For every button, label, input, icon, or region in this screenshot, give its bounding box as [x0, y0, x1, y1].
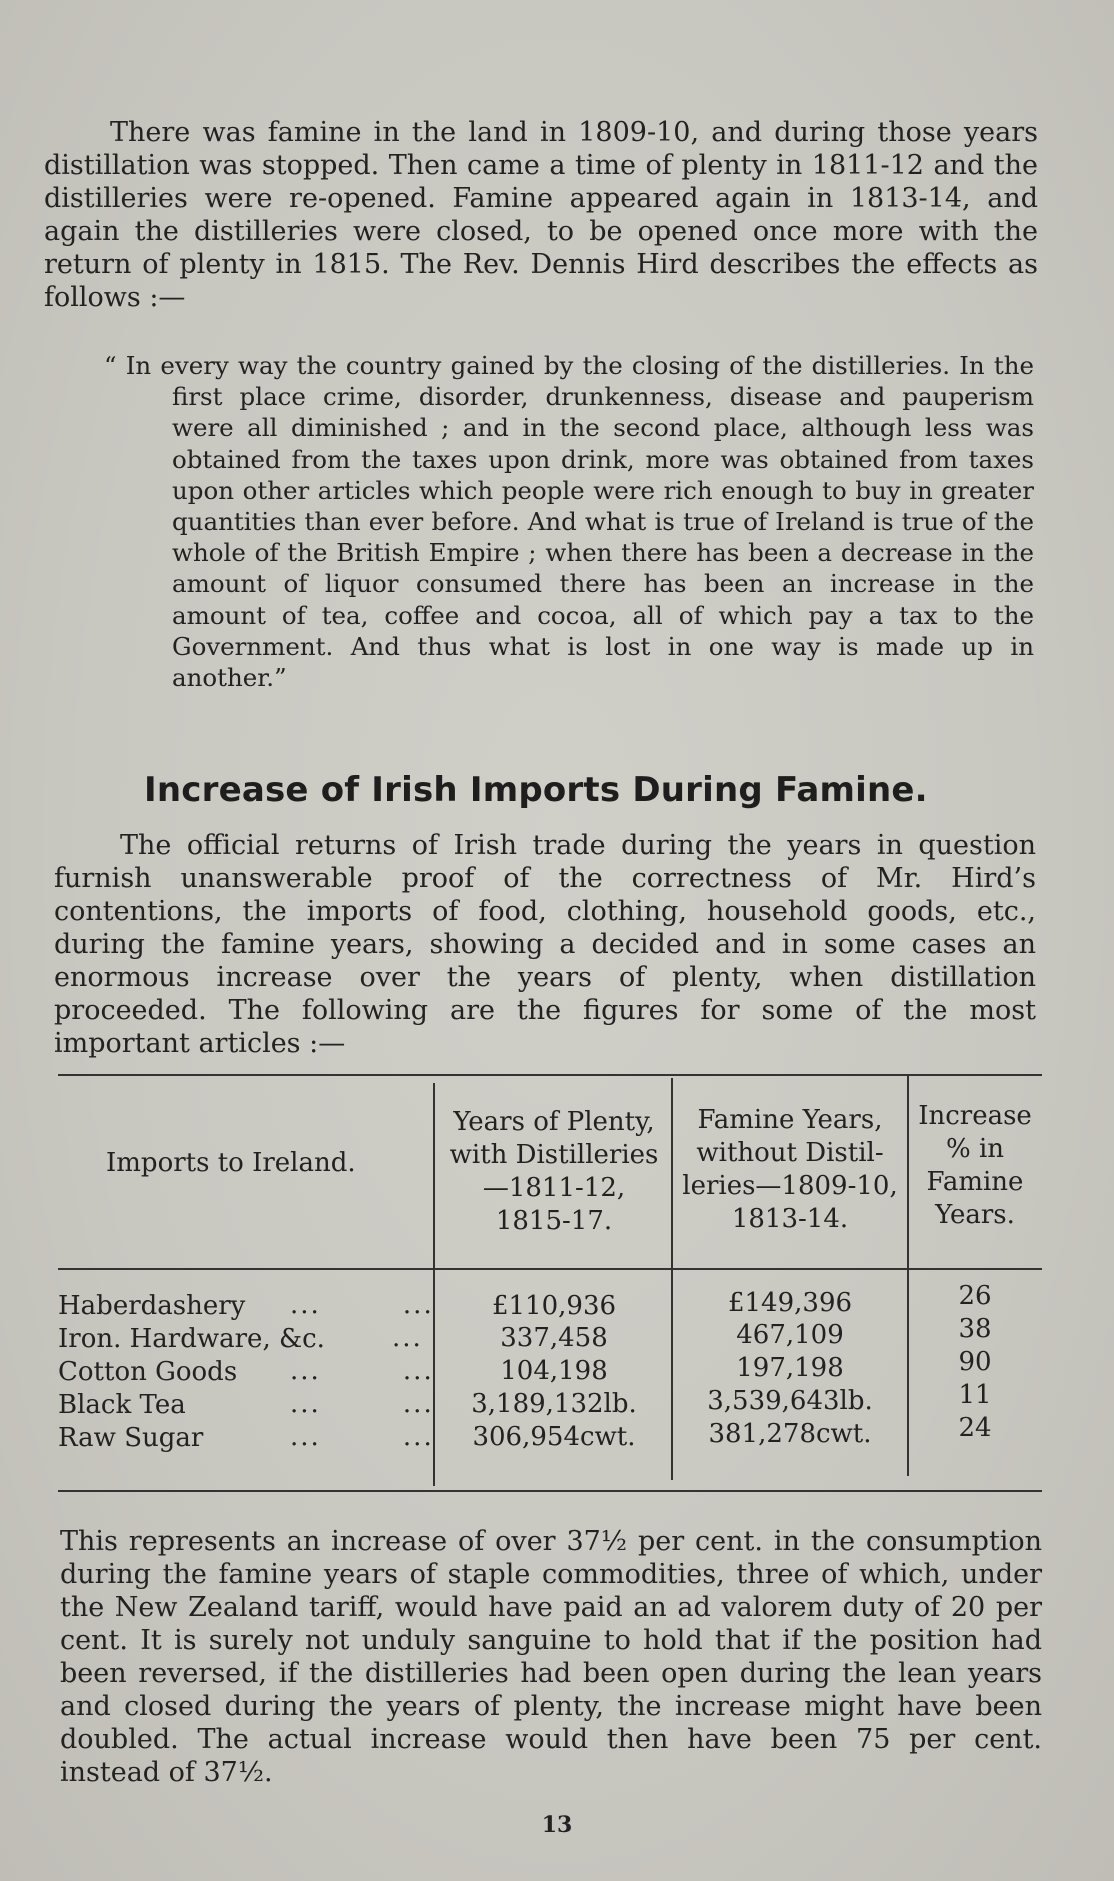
header-famine-line-2: without Distil-: [696, 1138, 884, 1168]
section-heading: Increase of Irish Imports During Famine.: [144, 770, 928, 810]
plenty-value-cell: 104,198: [500, 1356, 608, 1386]
leader-dots: ... ...: [290, 1356, 434, 1386]
header-increase-line-4: Years.: [935, 1200, 1015, 1230]
famine-value-cell: £149,396: [727, 1288, 853, 1318]
table-header-rule: [58, 1268, 1042, 1270]
header-famine-line-4: 1813-14.: [731, 1204, 849, 1234]
header-plenty-line-4: 1815-17.: [495, 1206, 613, 1236]
header-plenty-line-3: —1811-12,: [482, 1173, 626, 1203]
plenty-value-cell: £110,936: [491, 1291, 617, 1321]
plenty-value-cell: 337,458: [500, 1323, 608, 1353]
leader-dots: ... ...: [290, 1389, 434, 1419]
leader-dots: ...: [392, 1323, 423, 1353]
header-increase-line-3: Famine: [926, 1167, 1024, 1197]
increase-value-cell: 24: [958, 1413, 992, 1443]
increase-value-cell: 90: [958, 1347, 992, 1377]
header-years-of-plenty: [438, 1106, 670, 1238]
famine-value-cell: 467,109: [736, 1320, 844, 1350]
conclusion-paragraph: This represents an increase of over 37½ per cent. in the consumption during the famine years of staple commodities, three of which, under the New Zealand tariff, would have paid an ad valorem duty of 20 per cent. It is surely not unduly sanguine to hold that if the position had been reversed, if the distilleries had been open during the lean years and closed during the years of plenty, the increase might have been doubled. The actual increase would then have been 75 per cent. instead of 37½.: [60, 1526, 1042, 1788]
article-cell: Haberdashery: [58, 1291, 246, 1321]
header-plenty-line-2: with Distilleries: [449, 1140, 659, 1170]
table-top-rule: [58, 1074, 1042, 1076]
header-famine-years: [672, 1104, 908, 1236]
increase-value-cell: 11: [958, 1380, 992, 1410]
header-famine-line-3: leries—1809-10,: [682, 1171, 898, 1201]
leader-dots: ... ...: [290, 1422, 434, 1452]
article-cell: Cotton Goods: [58, 1357, 238, 1387]
header-increase-line-2: % in: [945, 1134, 1005, 1164]
plenty-value-cell: 3,189,132lb.: [471, 1389, 637, 1419]
header-famine-line-1: Famine Years,: [697, 1105, 883, 1135]
page-number: 13: [541, 1812, 573, 1838]
returns-paragraph: The official returns of Irish trade during the years in question furnish unanswerable proof of the correctness of Mr. Hird’s contentions, the imports of food, clothing, household goods, etc., during the famine years, showing a decided and in some cases an enormous increase over the years of plenty, when distillation proceeded. The following are the figures for some of the most important articles :—: [54, 830, 1036, 1059]
increase-value-cell: 38: [958, 1314, 992, 1344]
increase-value-cell: 26: [958, 1281, 992, 1311]
leader-dots: ... ...: [290, 1290, 434, 1320]
header-plenty-line-1: Years of Plenty,: [453, 1107, 655, 1137]
famine-value-cell: 381,278cwt.: [708, 1419, 872, 1449]
table-bottom-rule: [58, 1490, 1042, 1492]
hird-quotation: “ In every way the country gained by the closing of the distilleries. In the first place crime, disorder, drunkenness, disease and pauperism were all diminished ; and in the second place, although less was obtained from the taxes upon drink, more was obtained from taxes upon other articles which people were rich enough to buy in greater quantities than ever before. And what is true of Ireland is true of the whole of the British Empire ; when there has been a decrease in the amount of liquor consumed there has been an increase in the amount of tea, coffee and cocoa, all of which pay a tax to the Government. And thus what is lost in one way is made up in another.”: [104, 351, 1034, 693]
famine-value-cell: 3,539,643lb.: [707, 1386, 873, 1416]
article-cell: Raw Sugar: [58, 1423, 204, 1453]
header-increase-line-1: Increase: [918, 1101, 1032, 1131]
article-cell: Black Tea: [58, 1390, 186, 1420]
header-increase: [910, 1100, 1040, 1232]
famine-value-cell: 197,198: [736, 1353, 844, 1383]
article-cell: Iron. Hardware, &c.: [58, 1324, 325, 1354]
intro-paragraph: There was famine in the land in 1809-10, and during those years distillation was stopped. Then came a time of plenty in 1811-12 and the distilleries were re-opened. Famine appeared again in 1813-14, and again the distilleries were closed, to be opened once more with the return of plenty in 1815. The Rev. Dennis Hird describes the effects as follows :—: [44, 117, 1038, 313]
header-imports: Imports to Ireland.: [106, 1148, 356, 1178]
plenty-value-cell: 306,954cwt.: [472, 1422, 636, 1452]
